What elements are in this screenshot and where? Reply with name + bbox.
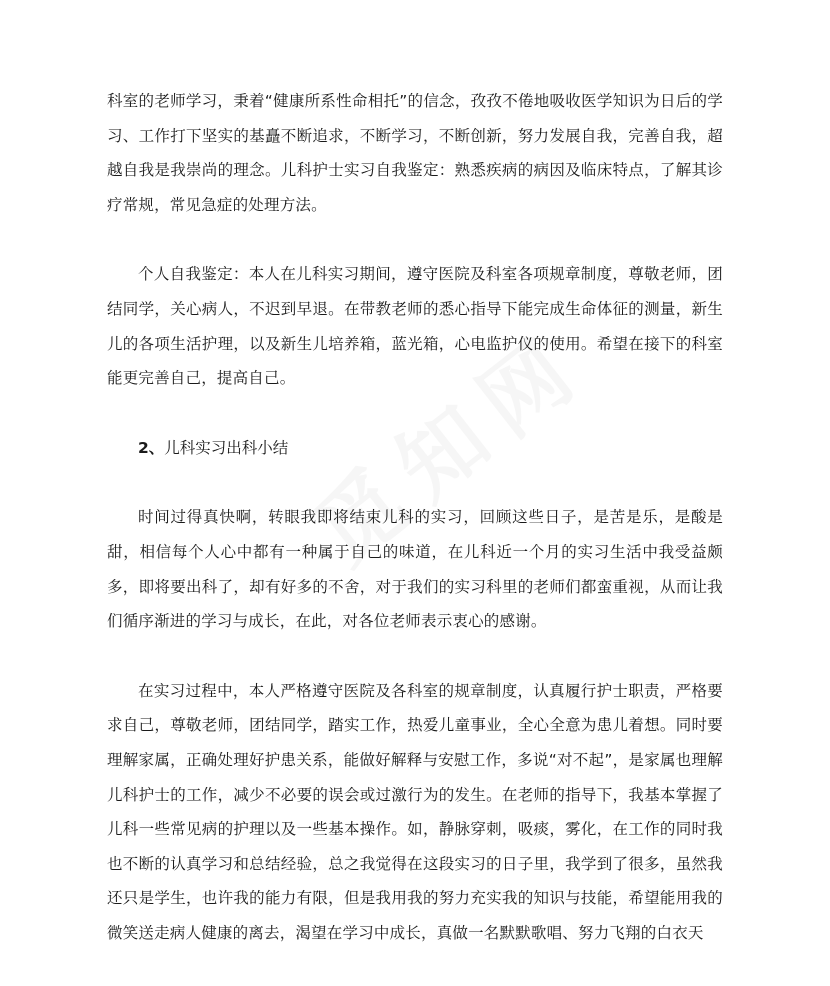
paragraph-self-assessment: 个人自我鉴定：本人在儿科实习期间，遵守医院及科室各项规章制度，尊敬老师，团结同学，关心病人，不迟到早退。在带教老师的悉心指导下能完成生命体征的测量，新生儿的各项生活护理，以及新生儿培养箱，蓝光箱，心电监护仪的使用。希望在接下的科室能更完善自己，提高自己。 bbox=[107, 265, 723, 388]
paragraph-spacer bbox=[107, 639, 723, 674]
paragraph-spacer bbox=[107, 465, 723, 500]
section-heading-title: 儿科实习出科小结 bbox=[164, 438, 289, 457]
paragraph-internship-process: 在实习过程中，本人严格遵守医院及各科室的规章制度，认真履行护士职责，严格要求自己，尊敬老师，团结同学，踏实工作，热爱儿童事业，全心全意为患儿着想。同时要理解家属，正确处理好护患关系，能做好解释与安慰工作，多说“对不起”，是家属也理解儿科护士的工作，减少不必要的误会或过激行为的发生。在老师的指导下，我基本掌握了儿科一些常见病的护理以及一些基本操作。如，静脉穿刺，吸痰，雾化，在工作的同时我也不断的认真学习和总结经验，总之我觉得在这段实习的日子里，我学到了很多，虽然我还只是学生，也许我的能力有限，但是我用我的努力充实我的知识与技能，希望能用我的微笑送走病人健康的离去，渴望在学习中成长，真做一名默默歌唱、努力飞翔的白衣天 bbox=[107, 681, 723, 942]
section-heading-number: 2、 bbox=[138, 438, 165, 457]
paragraph-summary-intro: 时间过得真快啊，转眼我即将结束儿科的实习，回顾这些日子，是苦是乐，是酸是甜，相信每个人心中都有一种属于自己的味道，在儿科近一个月的实习生活中我受益颇多，即将要出科了，却有好多的不舍，对于我们的实习科里的老师们都蛮重视，从而让我们循序渐进的学习与成长，在此，对各位老师表示衷心的感谢。 bbox=[107, 508, 723, 631]
paragraph-spacer bbox=[107, 222, 723, 257]
paragraph-spacer bbox=[107, 396, 723, 431]
document-body bbox=[107, 84, 723, 950]
paragraph-intro-continued: 科室的老师学习，秉着“健康所系性命相托”的信念，孜孜不倦地吸收医学知识为日后的学习、工作打下坚实的基矗不断追求，不断学习，不断创新，努力发展自我，完善自我，超越自我是我崇尚的理念。儿科护士实习自我鉴定：熟悉疾病的病因及临床特点，了解其诊疗常规，常见急症的处理方法。 bbox=[107, 92, 723, 214]
section-heading bbox=[107, 431, 723, 466]
